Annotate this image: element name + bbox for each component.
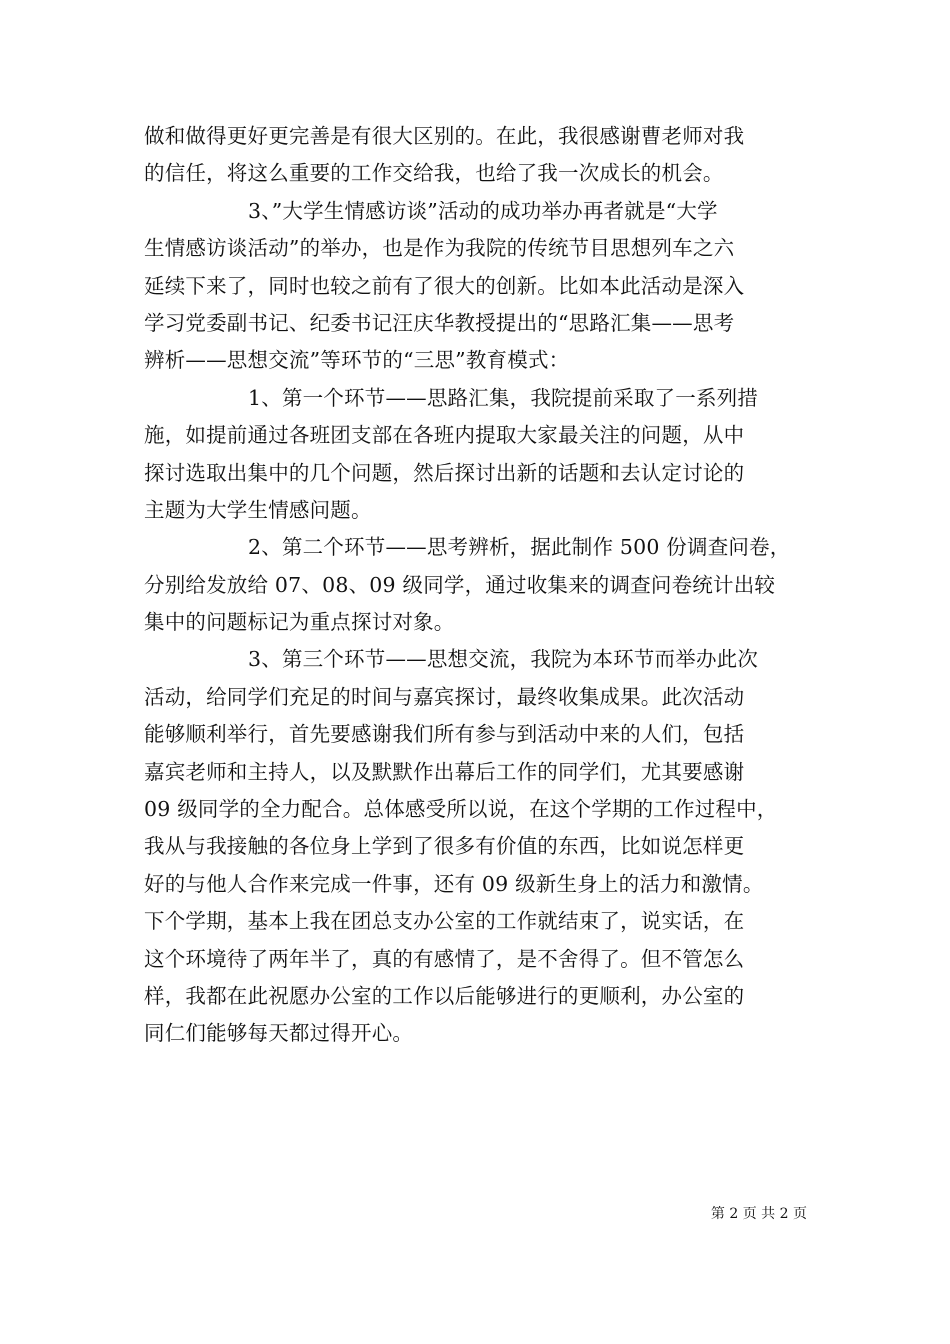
text-line: 延续下来了，同时也较之前有了很大的创新。比如本此活动是深入 [144, 273, 745, 298]
text-line: 样，我都在此祝愿办公室的工作以后能够进行的更顺利，办公室的 [144, 983, 745, 1008]
paragraph-start-line: 3、”大学生情感访谈”活动的成功举办再者就是“大学 [248, 198, 718, 223]
page-number-footer: 第 2 页 共 2 页 [710, 1206, 807, 1222]
paragraph-start-line: 3、第三个环节——思想交流，我院为本环节而举办此次 [248, 647, 759, 672]
text-line: 同仁们能够每天都过得开心。 [144, 1021, 414, 1046]
text-line: 这个环境待了两年半了，真的有感情了，是不舍得了。但不管怎么 [144, 946, 745, 971]
text-line: 学习党委副书记、纪委书记汪庆华教授提出的“思路汇集——思考 [144, 310, 735, 335]
paragraph-start-line: 1、第一个环节——思路汇集，我院提前采取了一系列措 [248, 385, 759, 410]
paragraph-start-line: 2、第二个环节——思考辨析，据此制作 500 份调查问卷， [248, 535, 791, 560]
text-line: 分别给发放给 07、08、09 级同学，通过收集来的调查问卷统计出较 [144, 572, 776, 597]
text-line: 做和做得更好更完善是有很大区别的。在此，我很感谢曹老师对我 [144, 124, 745, 148]
text-line: 09 级同学的全力配合。总体感受所以说，在这个学期的工作过程中， [144, 797, 778, 822]
text-line: 下个学期，基本上我在团总支办公室的工作就结束了，说实话，在 [144, 909, 745, 934]
text-line: 集中的问题标记为重点探讨对象。 [144, 610, 455, 635]
text-line: 施，如提前通过各班团支部在各班内提取大家最关注的问题，从中 [144, 423, 745, 448]
text-line: 嘉宾老师和主持人，以及默默作出幕后工作的同学们，尤其要感谢 [144, 759, 745, 784]
text-line: 的信任，将这么重要的工作交给我，也给了我一次成长的机会。 [144, 161, 724, 186]
text-line: 我从与我接触的各位身上学到了很多有价值的东西，比如说怎样更 [144, 834, 745, 859]
text-line: 探讨选取出集中的几个问题，然后探讨出新的话题和去认定讨论的 [144, 460, 745, 485]
text-line: 辨析——思想交流”等环节的“三思”教育模式： [144, 348, 570, 373]
text-line: 能够顺利举行，首先要感谢我们所有参与到活动中来的人们，包括 [144, 722, 745, 747]
body-text [144, 118, 806, 1053]
text-line: 活动，给同学们充足的时间与嘉宾探讨，最终收集成果。此次活动 [144, 684, 745, 709]
text-line: 好的与他人合作来完成一件事，还有 09 级新生身上的活力和激情。 [144, 871, 764, 896]
text-line: 主题为大学生情感问题。 [144, 497, 372, 522]
text-line: 生情感访谈活动”的举办，也是作为我院的传统节目思想列车之六 [144, 236, 735, 261]
